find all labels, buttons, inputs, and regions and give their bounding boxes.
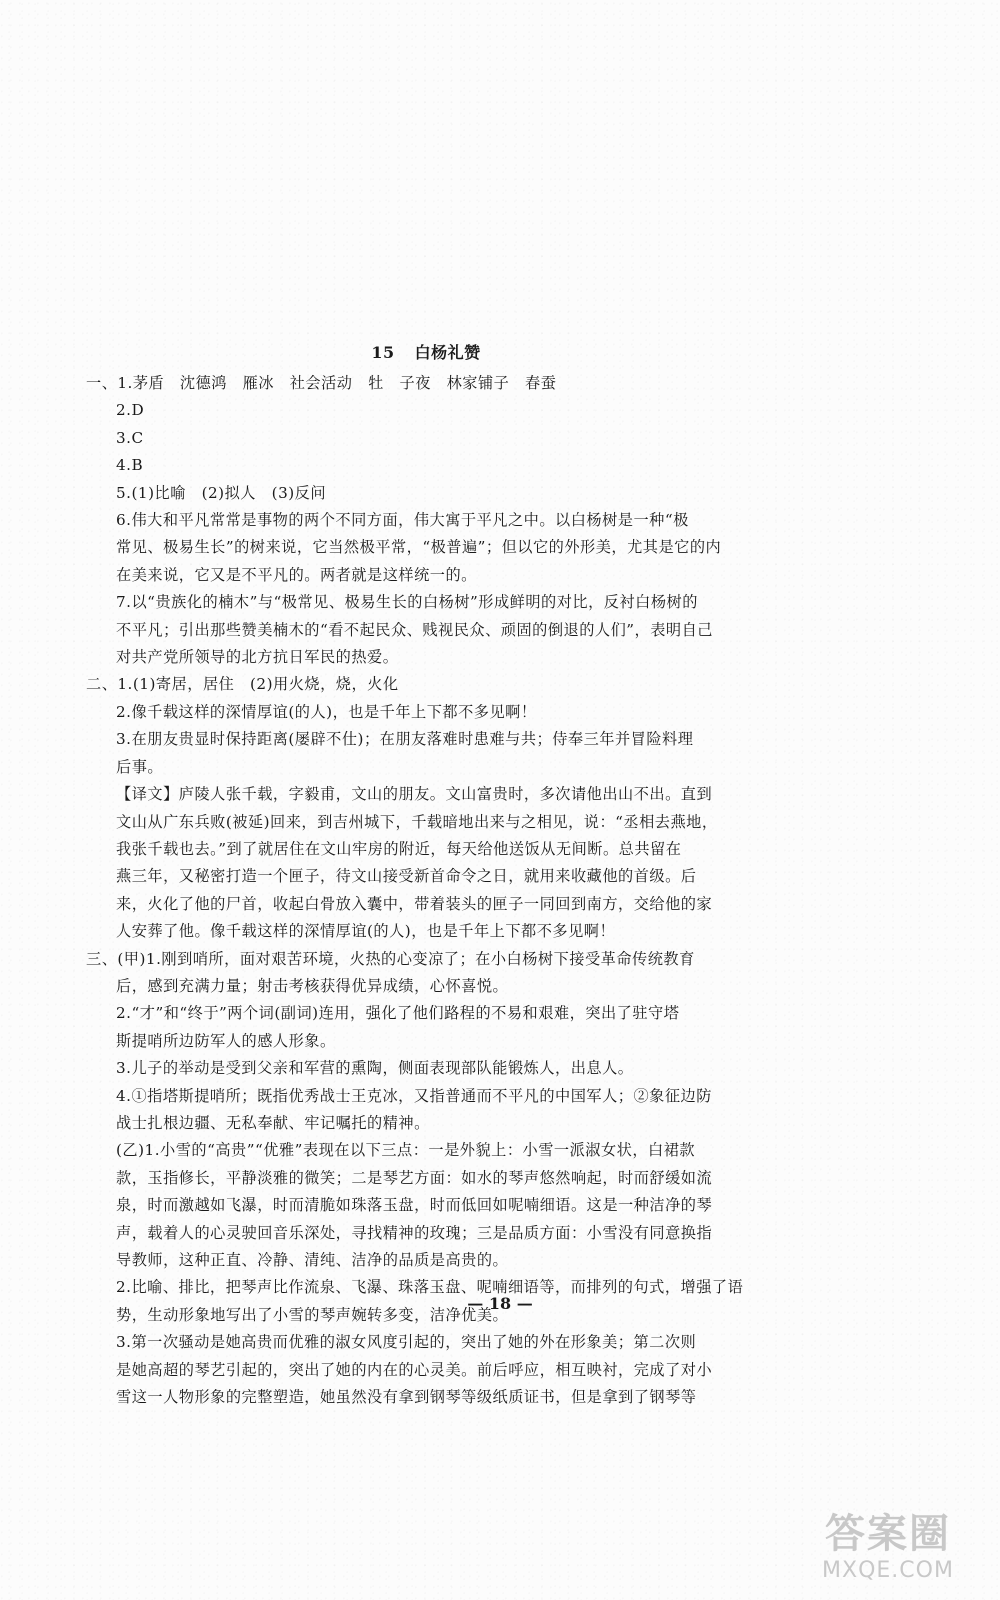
text-line: 4.①指塔斯提哨所；既指优秀战士王克冰，又指普通而不平凡的中国军人；②象征边防 <box>116 1086 712 1105</box>
answer-sheet <box>86 338 766 1411</box>
text-line: 不平凡；引出那些赞美楠木的“看不起民众、贱视民众、顽固的倒退的人们”，表明自己 <box>116 620 713 639</box>
lesson-title <box>86 338 766 368</box>
text-line: 泉，时而激越如飞瀑，时而清脆如珠落玉盘，时而低回如呢喃细语。这是一种洁净的琴 <box>116 1196 713 1215</box>
text-line: 2.比喻、排比，把琴声比作流泉、飞瀑、珠落玉盘、呢喃细语等，而排列的句式，增强了语 <box>116 1278 744 1297</box>
text-line: 后事。 <box>116 757 164 776</box>
text-line: 6.伟大和平凡常常是事物的两个不同方面，伟大寓于平凡之中。以白杨树是一种“极 <box>116 511 689 530</box>
text-line: 3.在朋友贵显时保持距离(屡辟不仕)；在朋友落难时患难与共；侍奉三年并冒险料理 <box>116 730 694 749</box>
text-line: 导教师，这种正直、冷静、清纯、洁净的品质是高贵的。 <box>116 1251 509 1269</box>
text-line: 3.C <box>116 428 144 447</box>
text-line: 2.D <box>116 401 145 420</box>
text-line: 一、1.茅盾 沈德鸿 雁冰 社会活动 牡 子夜 林家铺子 春蚕 <box>86 374 557 392</box>
text-line: 人安葬了他。像千载这样的深情厚谊(的人)，也是千年上下都不多见啊！ <box>116 922 616 941</box>
text-line: 燕三年，又秘密打造一个匣子，待文山接受新首命令之日，就用来收藏他的首级。后 <box>116 867 697 886</box>
text-line: 【译文】庐陵人张千载，字毅甫，文山的朋友。文山富贵时，多次请他出山不出。直到 <box>116 785 713 804</box>
answer-lines <box>86 370 766 1411</box>
text-line: 款，玉指修长，平静淡雅的微笑；二是琴艺方面：如水的琴声悠然响起，时而舒缓如流 <box>116 1168 713 1187</box>
lesson-number: 15 <box>371 343 395 362</box>
lesson-name: 白杨礼赞 <box>414 343 481 362</box>
watermark-logo-text: 答案圈 <box>825 1511 951 1557</box>
text-line: 声，载着人的心灵驶回音乐深处，寻找精神的玫瑰；三是品质方面：小雪没有同意换指 <box>116 1223 713 1242</box>
text-line: 2.像千载这样的深情厚谊(的人)，也是千年上下都不多见啊！ <box>116 702 537 721</box>
text-line: 常见、极易生长”的树来说，它当然极平常，“极普遍”；但以它的外形美，尤其是它的内 <box>116 538 722 557</box>
text-line: 对共产党所领导的北方抗日军民的热爱。 <box>116 648 399 667</box>
text-line: (乙)1.小雪的“高贵”“优雅”表现在以下三点：一是外貌上：小雪一派淑女状，白裙款 <box>116 1141 696 1160</box>
text-line: 3.第一次骚动是她高贵而优雅的淑女风度引起的，突出了她的外在形象美；第二次则 <box>116 1333 697 1352</box>
text-line: 我张千载也去。”到了就居住在文山牢房的附近，每天给他送饭从无间断。总共留在 <box>116 839 682 858</box>
text-line: 斯提哨所边防军人的感人形象。 <box>116 1031 336 1050</box>
text-line: 二、1.(1)寄居，居住 (2)用火烧，烧，火化 <box>86 675 399 694</box>
text-line: 三、(甲)1.刚到哨所，面对艰苦环境，火热的心变凉了；在小白杨树下接受革命传统教育 <box>86 949 695 968</box>
watermark-url: MXQE.COM <box>822 1558 954 1583</box>
text-line: 战士扎根边疆、无私奉献、牢记嘱托的精神。 <box>116 1113 430 1132</box>
text-line: 势，生动形象地写出了小雪的琴声婉转多变，洁净优美。 <box>116 1305 509 1324</box>
page-number: — 18 — <box>467 1294 533 1313</box>
text-line: 3.儿子的举动是受到父亲和军营的熏陶，侧面表现部队能锻炼人，出息人。 <box>116 1059 634 1078</box>
text-line: 4.B <box>116 456 144 475</box>
text-line: 后，感到充满力量；射击考核获得优异成绩，心怀喜悦。 <box>116 976 509 995</box>
text-line: 文山从广东兵败(被延)回来，到吉州城下，千载暗地出来与之相见，说：“丞相去燕地， <box>116 812 718 831</box>
watermark-logo <box>788 1510 988 1590</box>
text-line: 2.“才”和“终于”两个词(副词)连用，强化了他们路程的不易和艰难，突出了驻守塔 <box>116 1004 680 1023</box>
text-line: 5.(1)比喻 (2)拟人 (3)反问 <box>116 483 327 502</box>
text-line: 来，火化了他的尸首，收起白骨放入囊中，带着装头的匣子一同回到南方，交给他的家 <box>116 894 713 913</box>
text-line: 雪这一人物形象的完整塑造，她虽然没有拿到钢琴等级纸质证书，但是拿到了钢琴等 <box>116 1388 697 1407</box>
text-line: 在美来说，它又是不平凡的。两者就是这样统一的。 <box>116 565 477 584</box>
text-line: 是她高超的琴艺引起的，突出了她的内在的心灵美。前后呼应，相互映衬，完成了对小 <box>116 1360 713 1379</box>
text-line: 7.以“贵族化的楠木”与“极常见、极易生长的白杨树”形成鲜明的对比，反衬白杨树的 <box>116 593 698 612</box>
